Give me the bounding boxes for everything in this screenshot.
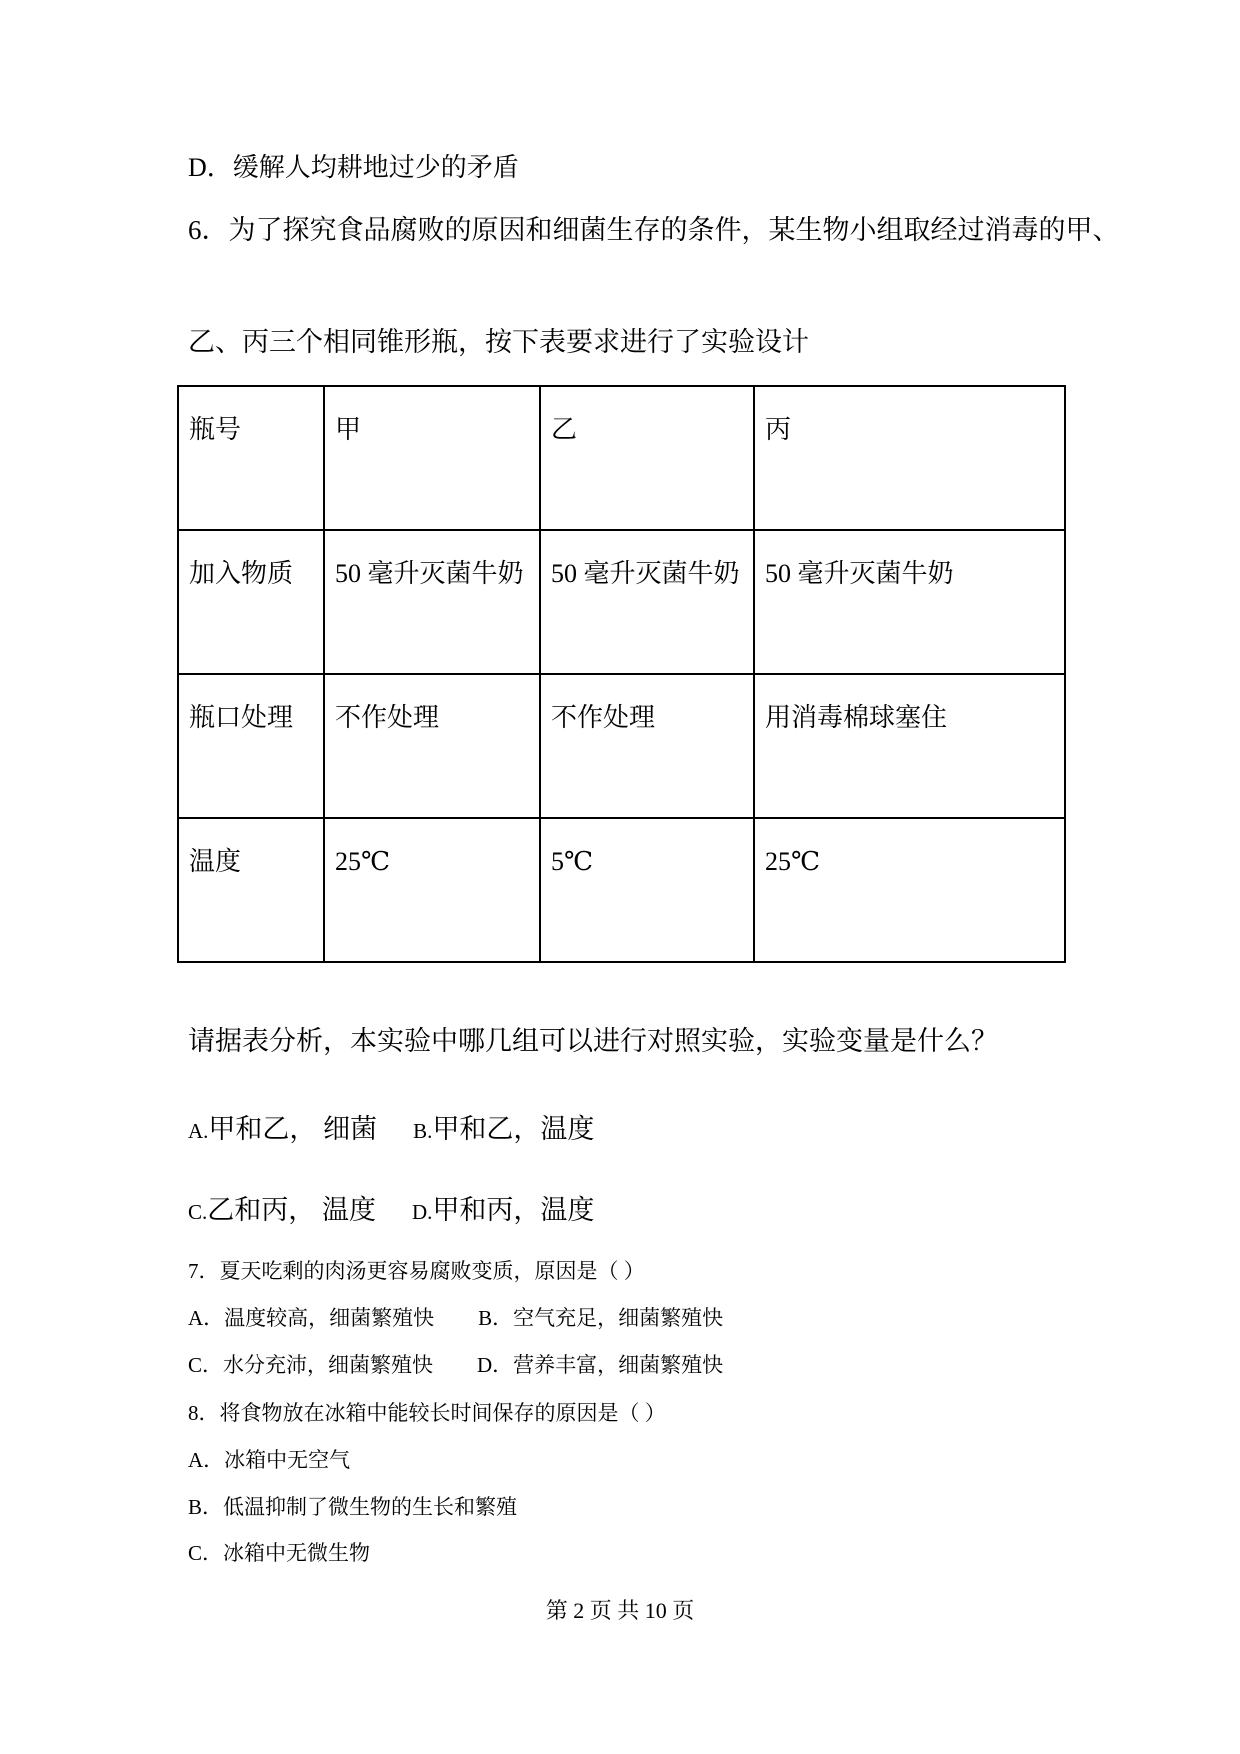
table-cell: 瓶口处理 — [178, 674, 324, 818]
page-footer: 第 2 页 共 10 页 — [545, 1598, 695, 1623]
option-b-letter: B. — [413, 1119, 433, 1143]
table-cell: 50 毫升灭菌牛奶 — [754, 530, 1065, 674]
table-cell: 乙 — [540, 386, 754, 530]
table-cell: 25℃ — [324, 818, 540, 962]
option-a-letter: A. — [188, 1119, 209, 1143]
table-cell: 不作处理 — [324, 674, 540, 818]
option-a-text: 甲和乙， 细菌 — [208, 1114, 378, 1144]
table-cell: 丙 — [754, 386, 1065, 530]
table-cell: 用消毒棉球塞住 — [754, 674, 1065, 818]
table-row-substance — [178, 530, 1065, 674]
experiment-design-table — [177, 385, 1066, 963]
question5-option-d: D．缓解人均耕地过少的矛盾 — [188, 153, 519, 182]
table-cell: 50 毫升灭菌牛奶 — [324, 530, 540, 674]
table-row-mouth-treatment — [178, 674, 1065, 818]
question7-option-c: C．水分充沛，细菌繁殖快 — [188, 1353, 434, 1377]
question7-option-b: B．空气充足，细菌繁殖快 — [478, 1306, 724, 1330]
table-cell: 5℃ — [540, 818, 754, 962]
question7-options-line2 — [188, 1349, 1150, 1381]
question7-options-line1 — [188, 1302, 1150, 1334]
question8-option-c: C．冰箱中无微生物 — [188, 1541, 371, 1565]
question7-stem: 7．夏天吃剩的肉汤更容易腐败变质，原因是（ ） — [188, 1259, 645, 1283]
option-c-text: 乙和丙， 温度 — [207, 1195, 377, 1225]
table-cell: 不作处理 — [540, 674, 754, 818]
question6-stem-line1: 6．为了探究食品腐败的原因和细菌生存的条件，某生物小组取经过消毒的甲、 — [188, 215, 1120, 245]
question6-options-line2 — [188, 1188, 1150, 1227]
option-d-text: 甲和丙，温度 — [432, 1195, 595, 1225]
question7-option-d: D．营养丰富，细菌繁殖快 — [477, 1353, 724, 1377]
option-c-letter: C. — [188, 1200, 208, 1224]
question8-option-b: B．低温抑制了微生物的生长和繁殖 — [188, 1495, 518, 1519]
option-d-letter: D. — [412, 1200, 433, 1224]
option-b-text: 甲和乙，温度 — [432, 1114, 595, 1144]
question6-options-line1 — [188, 1107, 1150, 1146]
question8-option-a: A．冰箱中无空气 — [188, 1448, 351, 1472]
question7-option-a: A．温度较高，细菌繁殖快 — [188, 1306, 435, 1330]
table-cell: 甲 — [324, 386, 540, 530]
question8-stem: 8．将食物放在冰箱中能较长时间保存的原因是（ ） — [188, 1401, 666, 1425]
table-row-temperature — [178, 818, 1065, 962]
table-cell: 瓶号 — [178, 386, 324, 530]
table-cell: 温度 — [178, 818, 324, 962]
table-row-bottle-number — [178, 386, 1065, 530]
table-cell: 25℃ — [754, 818, 1065, 962]
question6-stem-line2: 乙、丙三个相同锥形瓶，按下表要求进行了实验设计 — [188, 327, 809, 357]
table-cell: 50 毫升灭菌牛奶 — [540, 530, 754, 674]
table-cell: 加入物质 — [178, 530, 324, 674]
question6-prompt: 请据表分析，本实验中哪几组可以进行对照实验，实验变量是什么？ — [188, 1026, 998, 1056]
